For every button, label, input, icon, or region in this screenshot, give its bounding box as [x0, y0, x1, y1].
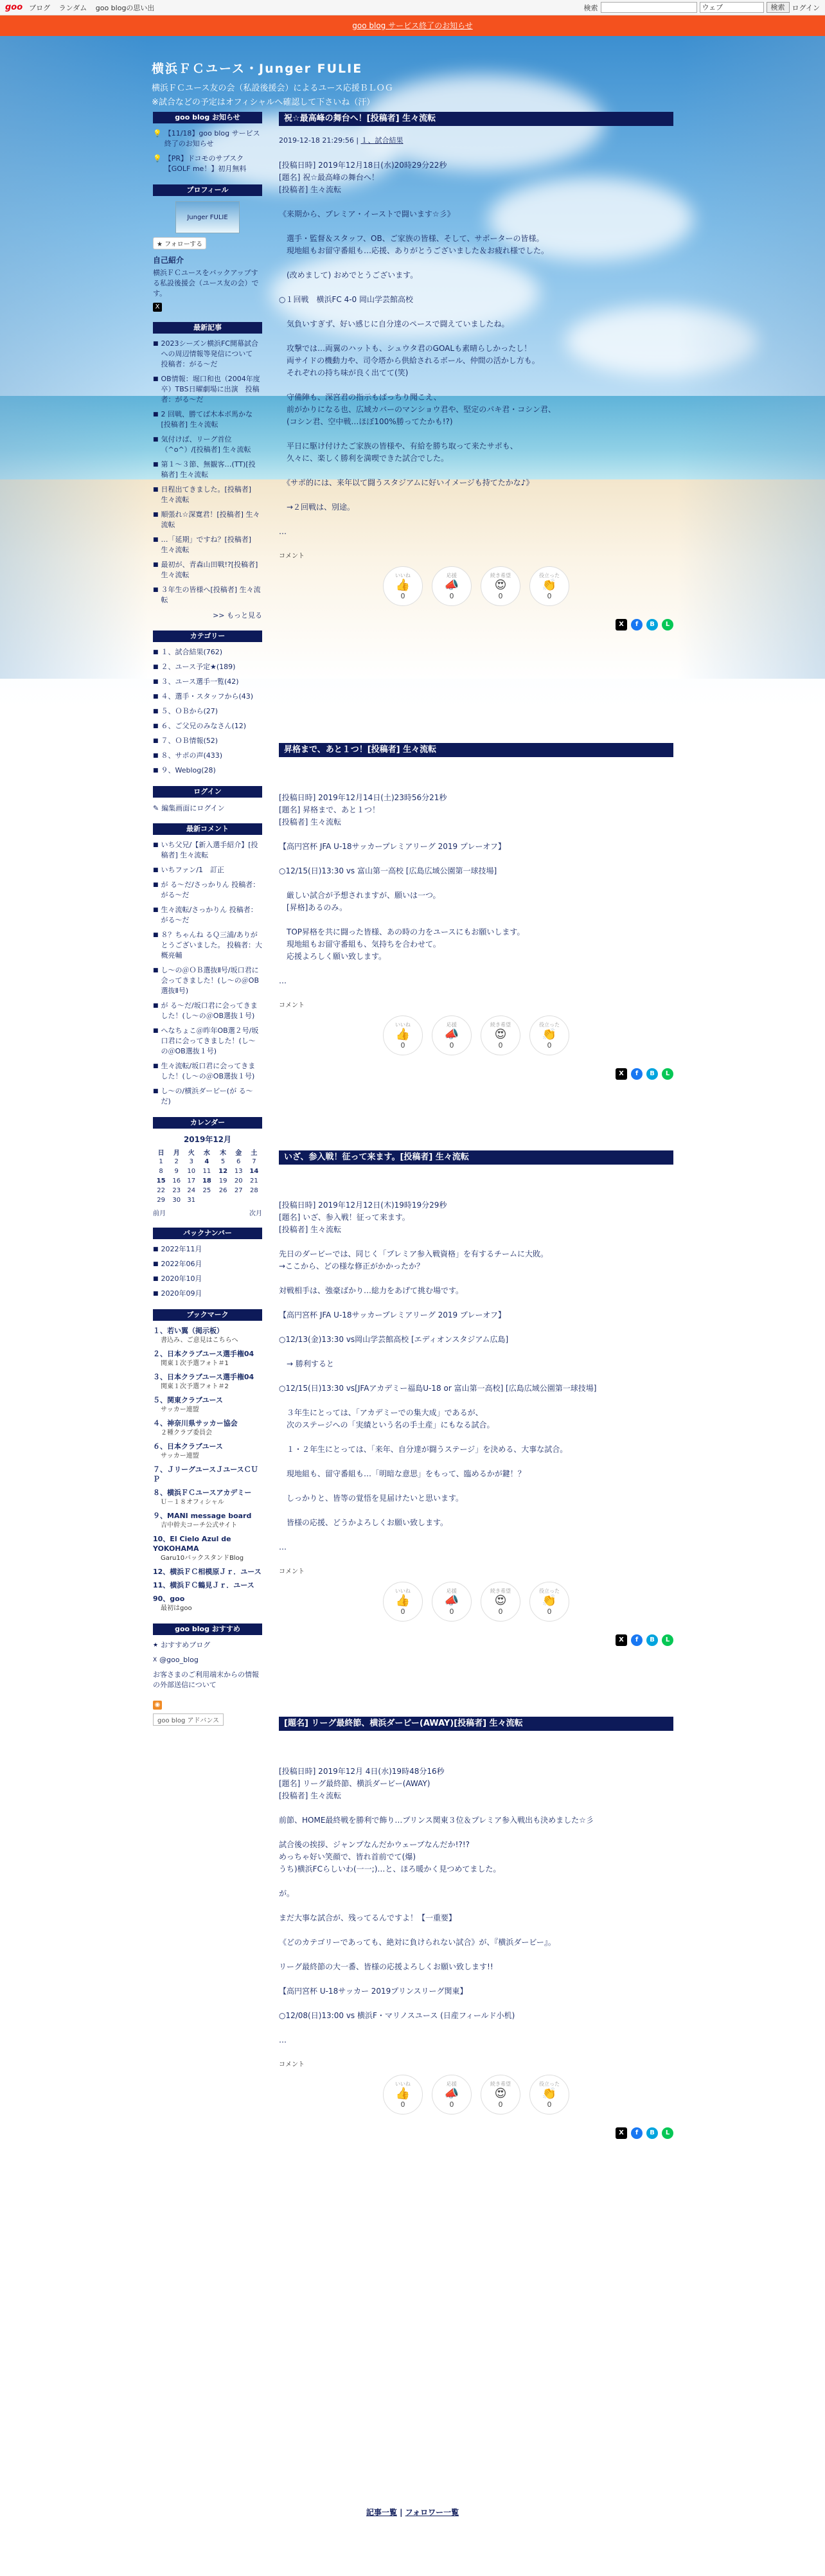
reaction-button[interactable]: いいね 👍 0	[383, 566, 423, 606]
x-share-icon[interactable]: X	[153, 303, 162, 312]
profile-image[interactable]: Junger FULIE	[175, 201, 240, 233]
calendar-next[interactable]: 次月	[249, 1210, 262, 1217]
article-paragraph: ○12/13(金)13:30 vs岡山学芸館高校 [エディオンスタジアム広島]	[279, 1335, 509, 1344]
article-paragraph: １・２年生にとっては、「来年、自分達が闘うステージ」を決める、大事な試合。	[279, 1445, 568, 1454]
calendar-weekday: 火	[188, 1150, 195, 1157]
x-icon: X	[153, 1657, 157, 1663]
article-paragraph: 選手・監督＆スタッフ、OB、ご家族の皆様、そして、サポーターの皆様。 現地組もお留守番組も…応援、ありがとうございました＆お疲れ様でした。	[287, 234, 549, 255]
blog-header	[146, 36, 679, 112]
recent-article-item[interactable]: ■ …「延期」ですね？[投稿者] 生々流転	[153, 535, 252, 554]
bullet-icon: ■	[153, 487, 159, 493]
bullet-icon: ■	[153, 664, 159, 670]
login-link[interactable]: ログイン	[792, 3, 820, 12]
article-paragraph: 皆様の応援、どうかよろしくお願い致します。	[279, 1518, 448, 1527]
share-buttons	[279, 1068, 673, 1080]
reaction-icon: 😍	[494, 1028, 507, 1041]
article-paragraph: 攻撃では…両翼のハットも、シュウタ君のGOALも素晴らしかったし！ 両サイドの機動力や、司令塔から供給されるボール、仲間の活かし方も。 それぞれの持ち味が良く出てて(笑)	[287, 344, 540, 377]
article-paragraph: ３年生にとっては、「アカデミーでの集大成」であるが、 次のステージへの「実績という名の手土産」にもなる試合。	[287, 1408, 495, 1429]
bullet-icon: ■	[153, 341, 159, 347]
reaction-icon: 😍	[494, 2087, 507, 2100]
hatena-bookmark-icon[interactable]: B	[646, 1068, 658, 1080]
bullet-icon: ■	[153, 932, 159, 938]
goo-logo[interactable]: goo	[5, 3, 23, 12]
follower-list-link[interactable]: フォロワー一覧	[405, 2508, 459, 2517]
article-paragraph: →２回戦は、別途。	[279, 503, 355, 512]
profile-text: 横浜ＦＣユースをバックアップする私設後援会（ユース友の会）です。	[153, 269, 259, 298]
recent-article-item[interactable]: ■ 2 回戦、勝てば木本ボ馬かな[投稿者] 生々流転	[153, 410, 253, 429]
bullet-icon: ■	[153, 461, 159, 468]
bullet-icon: ■	[153, 1276, 159, 1282]
category-item[interactable]: ■ ４、選手・スタッフから(43)	[153, 692, 254, 701]
reaction-icon: 👍	[395, 1594, 411, 1607]
calendar-grid: 日 月 火 水 木 金 土 1 2 3 4 5 6 7 8 9 10 11 12 13 14 15 16 17 18 19 20 21 22 23 24 25 26 27 28 29 30 31	[153, 1147, 262, 1205]
reaction-icon: 📣	[444, 578, 459, 592]
backnumber-item[interactable]: ■ 2020年10月	[153, 1275, 202, 1283]
footer-links: 記事一覧 | フォロワー一覧	[366, 2508, 459, 2517]
blog-description	[152, 82, 673, 110]
bullet-icon: ■	[153, 1088, 159, 1095]
article-paragraph: 守備陣も、深宮君の指示もばっちり聞こえ、 前がかりになる也、広域カバーのマンショウ君や、堅定のパキ君・コシン君、 (コシン君、空中戦…ほぼ100%勝ってたかも!?)	[287, 393, 556, 426]
article-paragraph: 厳しい試合が予想されますが、願いは一つ。 [昇格]あるのみ。	[287, 891, 441, 912]
reaction-buttons	[279, 1015, 673, 1055]
article-title[interactable]: いざ、参入戦！征って来ます。[投稿者] 生々流転	[279, 1150, 673, 1165]
line-share-icon[interactable]: L	[662, 1634, 673, 1646]
reaction-icon: 📣	[444, 1028, 459, 1041]
recent-articles-box	[153, 322, 262, 620]
reaction-count: 0	[400, 1041, 405, 1050]
reaction-button[interactable]: 役立った 👏 0	[529, 566, 569, 606]
reaction-icon: 👏	[542, 578, 557, 592]
recent-article-item[interactable]: ■ 第１～３節、無観客…(TT)[投稿者] 生々流転	[153, 460, 256, 479]
login-box	[153, 786, 262, 813]
reaction-button[interactable]: 応援 📣 0	[432, 1582, 472, 1622]
recent-article-item[interactable]: ■ 順張れ☆深寛君！[投稿者] 生々流転	[153, 510, 260, 529]
comment-link[interactable]: コメント	[279, 1568, 305, 1575]
article-paragraph: 前節、HOME最終戦を勝利で飾り…プリンス関東３位＆プレミア参入戦出も決めました☆彡	[279, 1816, 594, 1825]
bookmark-item[interactable]: ４、神奈川県サッカー協会 ２種クラブ委員会	[153, 1419, 238, 1436]
login-heading: ログイン	[153, 786, 262, 798]
reaction-button[interactable]: 応援 📣 0	[432, 566, 472, 606]
bullet-icon: ■	[153, 1291, 159, 1297]
blog-article	[279, 112, 673, 631]
reaction-count: 0	[400, 1607, 405, 1616]
recent-comment-item[interactable]: ■ し～の＠ＯＢ選抜Ⅱ号/坂口君に会ってきました！(し～の＠OB選抜Ⅱ号)	[153, 966, 260, 995]
article-body	[279, 159, 673, 538]
category-item[interactable]: ■ ９、Weblog(28)	[153, 766, 216, 774]
reaction-icon: 👍	[395, 1028, 411, 1041]
reaction-icon: 📣	[444, 1594, 459, 1607]
article-paragraph: 先日のダービーでは、同じく「プレミア参入戦資格」を有するチームに大敗。 →ここから、どの様な修正がかかったか？	[279, 1249, 549, 1271]
reaction-button[interactable]: 続き希望 😍 0	[481, 1015, 520, 1055]
article-paragraph: ○１回戦 横浜FC 4-0 岡山学芸館高校	[279, 295, 413, 304]
reaction-icon: 👏	[542, 2087, 557, 2100]
bookmark-item[interactable]: 10、El Cielo Azul de YOKOHAMA Garu10バックスタンドBlog	[153, 1535, 244, 1562]
search-input[interactable]	[601, 2, 697, 13]
reaction-icon: 👍	[395, 2087, 411, 2100]
calendar-box	[153, 1117, 262, 1217]
bookmark-item[interactable]: ６、日本クラブユース サッカー連盟	[153, 1442, 223, 1460]
bullet-icon: ■	[153, 867, 159, 873]
recommend-box	[153, 1623, 262, 1726]
recent-comment-item[interactable]: ■ 生々流転/坂口君に会ってきました！(し～の＠OB選抜１号)	[153, 1062, 256, 1080]
share-buttons	[279, 1634, 673, 1646]
recent-comment-item[interactable]: ■ し～の/横浜ダービー(が る～だ)	[153, 1087, 253, 1105]
blog-article	[279, 743, 673, 1080]
reaction-count: 0	[400, 592, 405, 600]
recommend-heading: goo blog おすすめ	[153, 1623, 262, 1635]
goo-topbar-links	[29, 3, 161, 13]
recent-article-item[interactable]: ■ 気付けば、リーグ首位（^o^）/[投稿者] 生々流転	[153, 435, 251, 454]
article-paragraph: リーグ最終節の大一番、皆様の応援よろしくお願い致します!!	[279, 1962, 493, 1971]
share-buttons	[279, 619, 673, 631]
bookmark-item[interactable]: １、若い翼（掲示板） 書込み、ご意見はこちらへ	[153, 1327, 238, 1344]
facebook-share-icon[interactable]: f	[631, 1634, 643, 1646]
goo-notice-box	[153, 112, 262, 174]
article-title[interactable]: [題名] リーグ最終節、横浜ダービー(AWAY)[投稿者] 生々流転	[279, 1717, 673, 1731]
bullet-icon: ■	[153, 436, 159, 443]
recent-comment-item[interactable]: ■ 生々流転/さっかりん 投稿者：がる～だ	[153, 906, 258, 924]
reaction-button[interactable]: 続き希望 😍 0	[481, 566, 520, 606]
goo-blog-x-link[interactable]: X @goo_blog	[153, 1656, 199, 1664]
bullet-icon: ■	[153, 753, 159, 759]
reaction-count: 0	[449, 2100, 454, 2109]
article-paragraph: (改めまして) おめでとうございます。	[279, 271, 418, 280]
recent-comment-item[interactable]: ■ が る～だ/さっかりん 投稿者：がる～だ	[153, 881, 260, 899]
article-category-link[interactable]: １、試合結果	[360, 136, 404, 145]
hatena-bookmark-icon[interactable]: B	[646, 619, 658, 631]
calendar-weekday: 土	[251, 1150, 258, 1157]
recent-comment-item[interactable]: ■ ８？ちゃんね るＱ三浦/ありがとうございました。 投稿者：大概亮輔	[153, 931, 263, 960]
article-paragraph: …	[279, 2035, 287, 2044]
pencil-icon: ✎	[153, 803, 159, 812]
article-paragraph: [投稿日時] 2019年12月12日(木)19時19分29秒 [題名] いざ、参入戦！征って来ます。 [投稿者] 生々流転	[279, 1201, 447, 1234]
main-content	[279, 112, 673, 2139]
reaction-count: 0	[547, 1041, 552, 1050]
reaction-buttons	[279, 1582, 673, 1622]
bulb-icon: 💡	[153, 154, 162, 163]
comment-link[interactable]: コメント	[279, 2061, 305, 2068]
article-body	[279, 1766, 673, 2046]
article-paragraph: 平日に駆け付けたご家族の皆様や、有給を勝ち取って来たサポも、 久々に、楽しく勝利を満喫できた試合でした。	[287, 442, 518, 463]
external-info-link[interactable]: お客さまのご利用端末からの情報の外部送信について	[153, 1670, 259, 1689]
line-share-icon[interactable]: L	[662, 619, 673, 631]
recent-articles-heading: 最新記事	[153, 322, 262, 334]
blog-title[interactable]: 横浜ＦＣユース・Junger FULIE	[152, 62, 363, 76]
goo-notice-item[interactable]: 💡 【11/18】goo blog サービス終了のお知らせ	[153, 129, 260, 148]
backnumber-box	[153, 1228, 262, 1299]
hatena-bookmark-icon[interactable]: B	[646, 1634, 658, 1646]
recent-comment-item[interactable]: ■ いちファン/1 訂正	[153, 866, 224, 874]
reaction-button[interactable]: 役立った 👏 0	[529, 1582, 569, 1622]
article-meta: 2019-12-18 21:29:56 | １、試合結果	[279, 136, 404, 145]
calendar-weekday: 日	[157, 1150, 164, 1157]
article-paragraph: 《どのカテゴリーであっても、絶対に負けられない試合》が、『横浜ダービー』。	[279, 1938, 556, 1947]
bullet-icon: ■	[153, 907, 159, 913]
recent-comments-heading: 最新コメント	[153, 823, 262, 835]
goo-search-area	[584, 2, 820, 13]
bullet-icon: ■	[153, 967, 159, 974]
blog-article	[279, 1150, 673, 1646]
calendar-weekday: 木	[220, 1150, 227, 1157]
x-share-icon[interactable]: X	[616, 2127, 627, 2139]
reaction-button[interactable]: 応援 📣 0	[432, 1015, 472, 1055]
x-share-icon[interactable]: X	[616, 619, 627, 631]
bullet-icon: ■	[153, 708, 159, 715]
edit-login-link[interactable]: ✎ 編集画面にログイン	[153, 803, 225, 812]
categories-heading: カテゴリー	[153, 631, 262, 642]
bookmark-heading: ブックマーク	[153, 1309, 262, 1321]
x-share-icon[interactable]: X	[616, 1068, 627, 1080]
recent-article-item[interactable]: ■ OB情報：堀口和也（2004年度卒）TBS日曜劇場に出演 投稿者：がる～だ	[153, 375, 260, 404]
reaction-icon: 👏	[542, 1028, 557, 1041]
reaction-count: 0	[498, 2100, 503, 2109]
reaction-button[interactable]: 応援 📣 0	[432, 2075, 472, 2115]
profile-heading: プロフィール	[153, 184, 262, 196]
backnumber-item[interactable]: ■ 2022年11月	[153, 1245, 202, 1253]
bullet-icon: ■	[153, 1003, 159, 1009]
bullet-icon: ■	[153, 1246, 159, 1253]
article-paragraph: ○12/15(日)13:30 vs[JFAアカデミー福島U-18 or 富山第一高校] [広島広域公園第一球技場]	[279, 1384, 597, 1393]
bookmark-item[interactable]: ８、横浜ＦＣユースアカデミー Ｕ－１８オフィシャル	[153, 1489, 252, 1506]
star-icon: ★	[153, 1642, 159, 1649]
follow-button[interactable]: ★ フォローする	[153, 237, 206, 249]
calendar-prev[interactable]: 前月	[153, 1210, 166, 1217]
bulb-icon: 💡	[153, 129, 162, 138]
article-paragraph: → 勝利すると	[279, 1359, 334, 1368]
goo-topbar	[0, 0, 825, 15]
recent-article-item[interactable]: ■ 日程出てきました。[投稿者] 生々流転	[153, 485, 252, 504]
category-item[interactable]: ■ ５、ＯＢから(27)	[153, 707, 218, 715]
reaction-buttons	[279, 2075, 673, 2115]
bullet-icon: ■	[153, 1028, 159, 1034]
bullet-icon: ■	[153, 738, 159, 744]
facebook-share-icon[interactable]: f	[631, 1068, 643, 1080]
reaction-button[interactable]: 続き希望 😍 0	[481, 2075, 520, 2115]
category-item[interactable]: ■ ８、サポの声(433)	[153, 751, 223, 760]
article-paragraph: 現地組も、留守番組も…「明暗な意思」をもって、臨めるかが鍵！？	[279, 1469, 526, 1478]
goo-notice-item[interactable]: 💡 【PR】ドコモのサブスク【GOLF me！】初月無料	[153, 154, 247, 173]
comment-link[interactable]: コメント	[279, 553, 305, 560]
bullet-icon: ■	[153, 1063, 159, 1069]
backnumber-heading: バックナンバー	[153, 1228, 262, 1239]
article-title[interactable]: 昇格まで、あと１つ！[投稿者] 生々流転	[279, 743, 673, 757]
calendar-weekday: 水	[203, 1150, 210, 1157]
reaction-count: 0	[449, 1607, 454, 1616]
goo-advance-badge[interactable]: goo blog アドバンス	[153, 1713, 224, 1726]
category-item[interactable]: ■ １、試合結果(762)	[153, 648, 223, 656]
article-paragraph: 試合後の挨拶、ジャンプなんだかウェーブなんだか!?!? めっちゃ好い笑顔で、皆れ首前でて(爆) うち)横浜FCらしいわ(一一;)…と、ほろ暖かく見つめてました。	[279, 1840, 501, 1874]
article-paragraph: 【高円宮杯 U-18サッカー 2019プリンスリーグ関東】	[279, 1987, 468, 1996]
backnumber-item[interactable]: ■ 2022年06月	[153, 1260, 202, 1268]
article-paragraph: [投稿日時] 2019年12月 4日(水)19時48分16秒 [題名] リーグ最終節、横浜ダービー(AWAY) [投稿者] 生々流転	[279, 1767, 445, 1800]
bullet-icon: ■	[153, 537, 159, 543]
reaction-buttons	[279, 566, 673, 606]
recent-article-item[interactable]: ■ ３年生の皆様へ[投稿者] 生々流転	[153, 586, 261, 604]
facebook-share-icon[interactable]: f	[631, 2127, 643, 2139]
category-item[interactable]: ■ ６、ご父兄のみなさん(12)	[153, 722, 247, 730]
reaction-icon: 👍	[395, 578, 411, 592]
service-end-notice[interactable]: goo blog サービス終了のお知らせ	[0, 15, 825, 36]
bookmark-item[interactable]: 90、goo 最初はgoo	[153, 1595, 192, 1612]
x-share-icon[interactable]: X	[616, 1634, 627, 1646]
reaction-button[interactable]: いいね 👍 0	[383, 1582, 423, 1622]
article-paragraph: …	[279, 1543, 287, 1552]
reaction-count: 0	[547, 592, 552, 600]
share-buttons	[279, 2127, 673, 2139]
rss-icon[interactable]: ◉	[153, 1701, 162, 1710]
hatena-bookmark-icon[interactable]: B	[646, 2127, 658, 2139]
bullet-icon: ■	[153, 512, 159, 518]
comment-link[interactable]: コメント	[279, 1002, 305, 1009]
blog-desc-line2: ※試合などの予定はオフィシャルへ確認して下さいね（汗）	[152, 98, 375, 107]
reaction-icon: 😍	[494, 578, 507, 592]
bullet-icon: ■	[153, 587, 159, 593]
reaction-count: 0	[498, 1041, 503, 1050]
line-share-icon[interactable]: L	[662, 1068, 673, 1080]
bullet-icon: ■	[153, 842, 159, 848]
blog-article	[279, 1717, 673, 2139]
bookmark-item[interactable]: ５、関東クラブユース サッカー連盟	[153, 1396, 223, 1413]
article-paragraph: [投稿日時] 2019年12月14日(土)23時56分21秒 [題名] 昇格まで、あと１つ！ [投稿者] 生々流転	[279, 793, 447, 827]
bullet-icon: ■	[153, 1261, 159, 1267]
bullet-icon: ■	[153, 562, 159, 568]
article-paragraph: …	[279, 527, 287, 536]
recent-article-item[interactable]: ■ 2023シーズン横浜FC開幕試合への周辺情報等発信について 投稿者：がる～だ	[153, 339, 260, 368]
bullet-icon: ■	[153, 411, 159, 418]
bullet-icon: ■	[153, 679, 159, 685]
bookmark-box	[153, 1309, 262, 1613]
bullet-icon: ■	[153, 693, 159, 700]
article-paragraph: 《来期から、プレミア・イーストで闘います☆彡》	[279, 210, 455, 219]
search-label: 検索	[583, 3, 598, 12]
calendar-weekday: 月	[173, 1150, 180, 1157]
more-link[interactable]: >> もっと見る	[213, 611, 262, 620]
article-paragraph: [投稿日時] 2019年12月18日(水)20時29分22秒 [題名] 祝☆最高峰の舞台へ！ [投稿者] 生々流転	[279, 161, 447, 194]
article-paragraph: 対戦相手は、強豪ばかり…総力をあげて挑む場です。	[279, 1286, 464, 1295]
bookmark-item[interactable]: ３、日本クラブユース選手権04 関東１次予選フォト＃2	[153, 1373, 254, 1390]
blog-desc-line1: 横浜ＦＣユース友の会（私設後援会）によるユース応援ＢＬＯＧ	[152, 84, 393, 93]
article-title[interactable]: 祝☆最高峰の舞台へ！[投稿者] 生々流転	[279, 112, 673, 126]
recent-comments-box	[153, 823, 262, 1107]
article-paragraph: …	[279, 976, 287, 985]
reaction-icon: 😍	[494, 1594, 507, 1607]
bullet-icon: ■	[153, 767, 159, 774]
article-paragraph: が。	[279, 1889, 295, 1898]
category-item[interactable]: ■ ２、ユース予定★(189)	[153, 663, 236, 671]
reaction-icon: 📣	[444, 2087, 459, 2100]
article-body	[279, 1199, 673, 1553]
recent-comment-item[interactable]: ■ へなちょこ＠昨年OB選２号/坂口君に会ってきました！(し～の＠OB選抜１号)	[153, 1026, 259, 1055]
article-paragraph: 気負いすぎず、好い感じに自分達のペースで闘えていましたね。	[279, 319, 510, 328]
reaction-count: 0	[498, 1607, 503, 1616]
bookmark-item[interactable]: ２、日本クラブユース選手権04 関東１次予選フォト＃1	[153, 1350, 254, 1367]
article-paragraph: ○12/08(日)13:00 vs 横浜F・マリノスユース (日産フィールド小机)	[279, 2011, 515, 2020]
category-item[interactable]: ■ ７、ＯＢ情報(52)	[153, 737, 218, 745]
article-paragraph: まだ大事な試合が、残ってるんですよ！【一重要】	[279, 1913, 457, 1922]
bullet-icon: ■	[153, 649, 159, 656]
profile-box	[153, 184, 262, 312]
article-paragraph: 《サポ的には、来年以て闘うスタジアムに好いイメージも持てたかな♪》	[279, 478, 534, 487]
reaction-button[interactable]: 続き希望 😍 0	[481, 1582, 520, 1622]
category-item[interactable]: ■ ３、ユース選手一覧(42)	[153, 677, 239, 686]
calendar-weekday: 金	[235, 1150, 242, 1157]
topbar-link-blog[interactable]: ブログ	[29, 3, 51, 12]
sidebar	[153, 112, 262, 1736]
bookmark-item[interactable]: ９、MANI message board 吉中幹夫コーチ公式サイト	[153, 1512, 252, 1529]
bullet-icon: ■	[153, 723, 159, 729]
topbar-link-memories[interactable]: goo blogの思い出	[95, 3, 155, 12]
bullet-icon: ■	[153, 882, 159, 888]
search-scope-select[interactable]: ウェブ	[700, 2, 764, 13]
article-date: 2019-12-18 21:29:56	[279, 136, 354, 145]
reaction-button[interactable]: いいね 👍 0	[383, 2075, 423, 2115]
calendar-heading: カレンダー	[153, 1117, 262, 1129]
search-button[interactable]: 検索	[767, 2, 790, 13]
article-paragraph: TOP昇格を共に闘った皆様、あの時の力をユースにもお願いします。 現地組もお留守番組も、気持ちを合わせて。 応援よろしく願い致します。	[287, 927, 525, 961]
bullet-icon: ■	[153, 376, 159, 382]
recent-comment-item[interactable]: ■ が る～だ/坂口君に会ってきました！(し～の＠OB選抜１号)	[153, 1001, 258, 1020]
page-wrapper	[146, 36, 679, 2139]
reaction-count: 0	[449, 1041, 454, 1050]
reaction-count: 0	[547, 2100, 552, 2109]
line-share-icon[interactable]: L	[662, 2127, 673, 2139]
article-paragraph: しっかりと、皆等の覚悟を見届けたいと思います。	[279, 1494, 464, 1503]
recent-comment-item[interactable]: ■ いち父兄/【新入選手紹介】[投稿者] 生々流転	[153, 841, 258, 859]
article-paragraph: 【高円宮杯 JFA U-18サッカープレミアリーグ 2019 プレーオフ】	[279, 842, 506, 851]
profile-name: 自己紹介	[153, 256, 184, 265]
reaction-count: 0	[400, 2100, 405, 2109]
topbar-link-random[interactable]: ランダム	[58, 3, 87, 12]
article-paragraph: ○12/15(日)13:30 vs 富山第一高校 [広島広域公園第一球技場]	[279, 866, 497, 875]
facebook-share-icon[interactable]: f	[631, 619, 643, 631]
article-list-link[interactable]: 記事一覧	[366, 2508, 397, 2517]
bookmark-item[interactable]: 11、横浜ＦＣ鶴見Ｊｒ．ユース	[153, 1581, 254, 1589]
goo-notice-heading: goo blog お知らせ	[153, 112, 262, 123]
reaction-count: 0	[449, 592, 454, 600]
calendar-month: 2019年12月	[183, 1135, 232, 1144]
bookmark-item[interactable]: ７、ＪリーグユースＪユースＣＵＰ	[153, 1465, 258, 1483]
article-body	[279, 792, 673, 987]
bookmark-item[interactable]: 12、横浜ＦＣ相模原Ｊｒ．ユース	[153, 1568, 262, 1576]
reaction-button[interactable]: 役立った 👏 0	[529, 1015, 569, 1055]
reaction-count: 0	[498, 592, 503, 600]
categories-box	[153, 631, 262, 776]
reaction-count: 0	[547, 1607, 552, 1616]
recent-article-item[interactable]: ■ 最初が、青森山田戦!?[投稿者] 生々流転	[153, 560, 258, 579]
recommend-blogs-link[interactable]: ★ おすすめブログ	[153, 1641, 211, 1649]
article-paragraph: 【高円宮杯 JFA U-18サッカープレミアリーグ 2019 プレーオフ】	[279, 1310, 506, 1319]
reaction-icon: 👏	[542, 1594, 557, 1607]
backnumber-item[interactable]: ■ 2020年09月	[153, 1289, 202, 1298]
reaction-button[interactable]: いいね 👍 0	[383, 1015, 423, 1055]
reaction-button[interactable]: 役立った 👏 0	[529, 2075, 569, 2115]
